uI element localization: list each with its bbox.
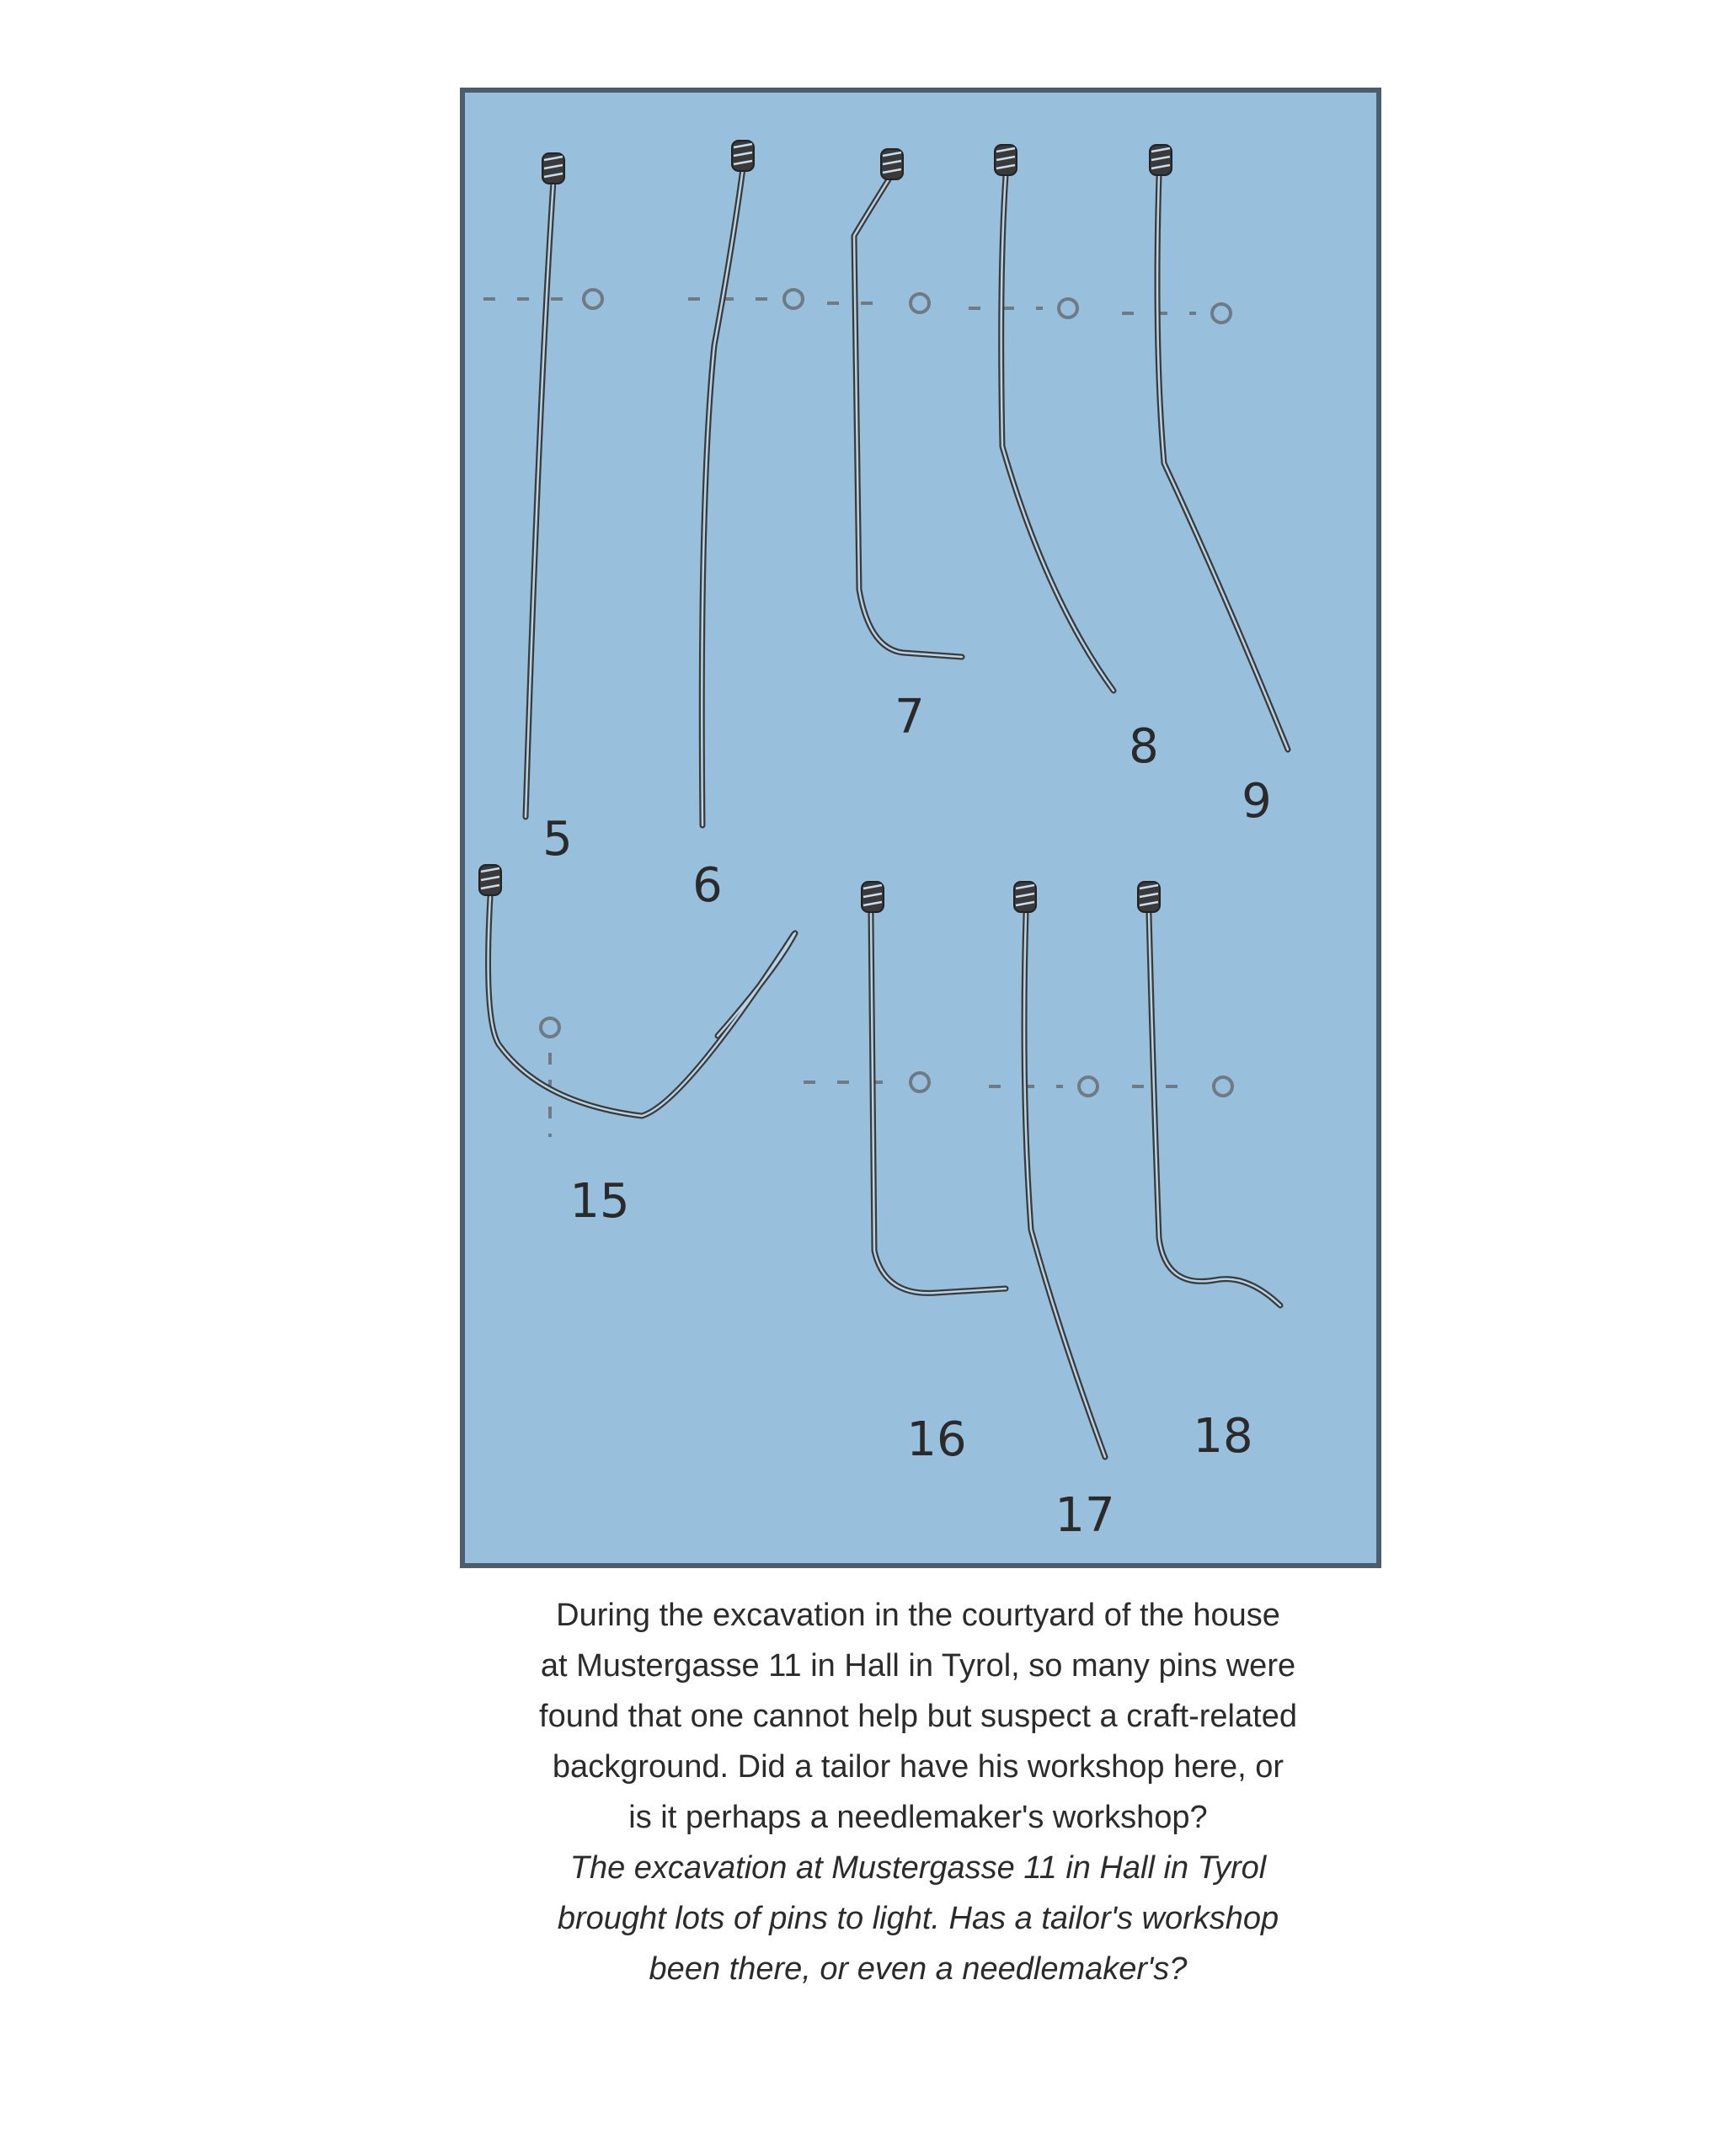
pin-8	[969, 145, 1114, 691]
caption-english-text: The excavation at Mustergasse 11 in Hall in Tyrol brought lots of pins to light. Has a tailor's workshop been there, or even a needlemaker's?	[557, 1850, 1279, 1987]
pin-15	[479, 865, 795, 1137]
pin-18	[1132, 882, 1280, 1305]
pin-9	[1122, 145, 1288, 750]
pin-5	[483, 153, 602, 817]
pin-label-17: 17	[1055, 1488, 1115, 1543]
pin-shaft	[1149, 914, 1280, 1305]
pin-shaft	[489, 897, 795, 1116]
pin-label-9: 9	[1242, 774, 1272, 829]
pin-label-18: 18	[1193, 1409, 1253, 1464]
pin-label-8: 8	[1129, 719, 1159, 774]
pin-illustration-figure	[460, 88, 1381, 1568]
pin-label-16: 16	[906, 1412, 967, 1467]
pin-16	[804, 882, 1006, 1293]
pin-drawing	[465, 93, 1376, 1563]
pin-17	[989, 882, 1105, 1457]
pin-shaft	[871, 914, 1006, 1293]
pin-shaft	[702, 168, 743, 825]
pin-shaft	[1024, 914, 1105, 1457]
pin-7	[827, 149, 962, 657]
pin-label-5: 5	[542, 812, 573, 867]
figure-caption	[539, 1590, 1297, 1994]
pin-label-7: 7	[895, 690, 925, 744]
pin-label-15: 15	[569, 1174, 630, 1229]
pin-6	[688, 141, 803, 825]
pin-shaft	[854, 177, 962, 657]
pin-shaft	[1157, 175, 1288, 750]
pin-shaft	[1001, 175, 1114, 691]
pin-label-6: 6	[692, 858, 723, 913]
caption-text: During the excavation in the courtyard of the house at Mustergasse 11 in Hall in Tyrol, so many pins were found that one cannot help but suspect a craft-related background. Did a tailor have his workshop here, or is it perhaps a needlemaker's workshop?	[539, 1598, 1297, 1835]
